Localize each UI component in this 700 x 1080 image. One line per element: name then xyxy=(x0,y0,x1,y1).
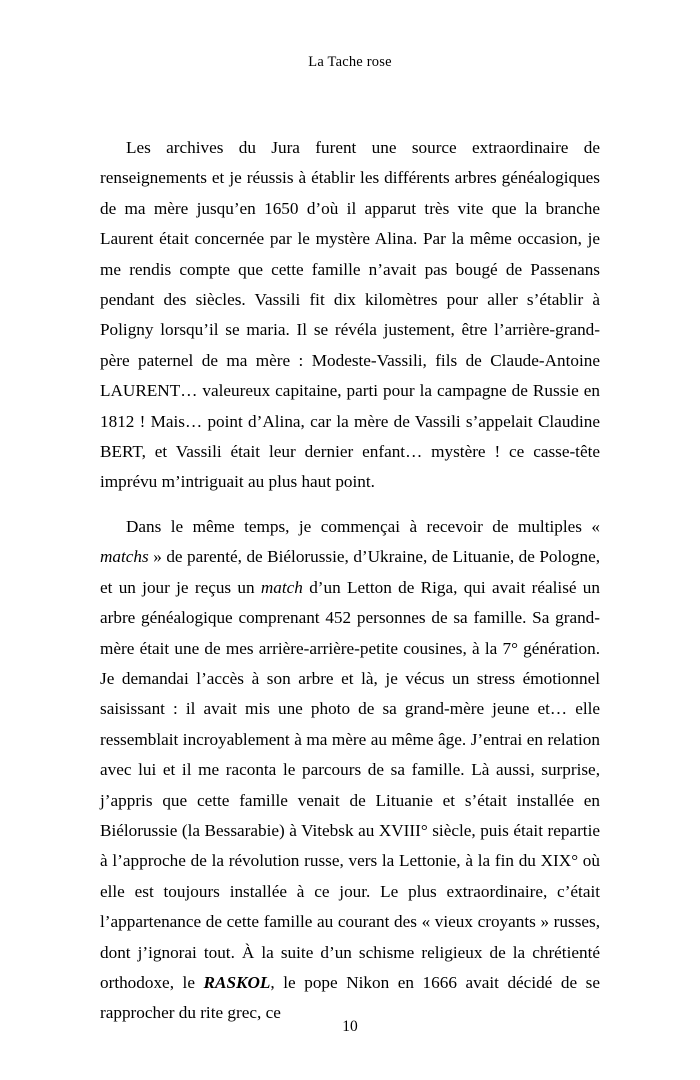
italic-term: match xyxy=(260,577,303,597)
italic-term: matchs xyxy=(100,547,149,567)
emphasized-term: RASKOL xyxy=(203,972,271,992)
paragraph: Les archives du Jura furent une source extraordinaire de renseignements et je réussis à établir les différents arbres généalogiques de ma mère jusqu’en 1650 d’où il apparut très vite que la branche Laurent était concernée par le mystère Alina. Par la même occasion, je me rendis compte que cette famille n’avait pas bougé de Passenans pendant des siècles. Vassili fit dix kilomètres pour aller s’établir à Poligny lorsqu’il se maria. Il se révéla justement, être l’arrière-grand-père paternel de ma mère : Modeste-Vassili, fils de Claude-Antoine LAURENT… valeureux capitaine, parti pour la campagne de Russie en 1812 ! Mais… point d’Alina, car la mère de Vassili s’appelait Claudine BERT, et Vassili était leur dernier enfant… mystère ! ce casse-tête imprévu m’intriguait au plus haut point. xyxy=(100,138,600,492)
page-number: 10 xyxy=(342,1018,358,1035)
body-text xyxy=(100,133,600,1029)
paragraph: Dans le même temps, je commençai à recevoir de multiples « matchs » de parenté, de Biélorussie, d’Ukraine, de Lituanie, de Pologne, et un jour je reçus un match d’un Letton de Riga, qui avait réalisé un arbre généalogique comprenant 452 personnes de sa famille. Sa grand-mère était une de mes arrière-arrière-petite cousines, à la 7° génération. Je demandai l’accès à son arbre et là, je vécus un stress émotionnel saisissant : il avait mis une photo de sa grand-mère jeune et… elle ressemblait incroyablement à ma mère au même âge. J’entrai en relation avec lui et il me raconta le parcours de sa famille. Là aussi, surprise, j’appris que cette famille venait de Lituanie et s’était installée en Biélorussie (la Bessarabie) à Vitebsk au XVIII° siècle, puis était repartie à l’approche de la révolution russe, vers la Lettonie, à la fin du XIX° où elle est toujours installée à ce jour. Le plus extraordinaire, c’était l’appartenance de cette famille au courant des « vieux croyants » russes, dont j’ignorai tout. À la suite d’un schisme religieux de la chrétienté orthodoxe, le RASKOL, le pope Nikon en 1666 avait décidé de se rapprocher du rite grec, ce xyxy=(100,516,600,1023)
running-head: La Tache rose xyxy=(308,54,392,70)
